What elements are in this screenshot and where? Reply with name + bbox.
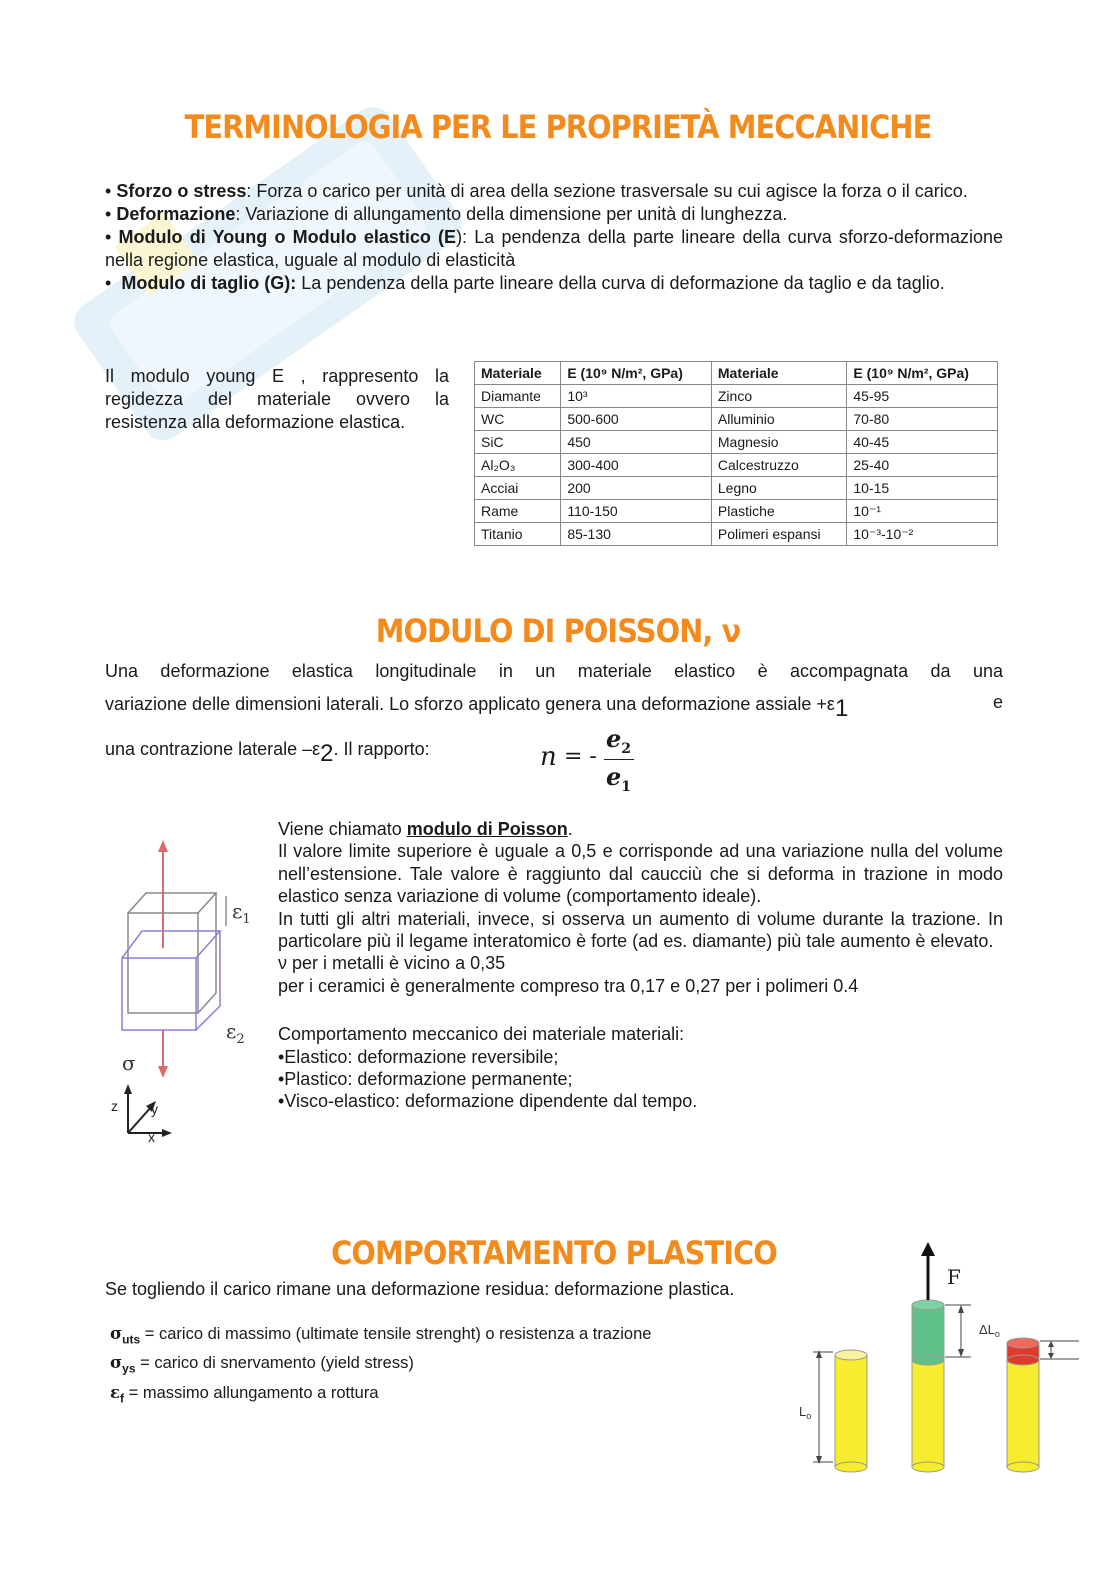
table-cell: 85-130 (561, 523, 712, 546)
poisson-line: Una deformazione elastica longitudinale in un materiale elastico è accompagnata da una (105, 661, 1003, 681)
axes-icon (128, 1090, 166, 1133)
table-cell: Rame (475, 500, 561, 523)
eps2-label: $\varepsilon_2$ (226, 1019, 245, 1047)
behaviour-title: Comportamento meccanico dei materiale materiali: (278, 1024, 685, 1045)
definition-stress: • Sforzo o stress: Forza o carico per unità di area della sezione trasversale su cui agisce la forza o il carico. (105, 181, 968, 201)
definition-taglio: • Modulo di taglio (G): La pendenza della parte lineare della curva di deformazione da taglio e da taglio. (105, 273, 945, 293)
cylinder-unloaded (1007, 1338, 1039, 1472)
plastico-intro: Se togliendo il carico rimane una deformazione residua: deformazione plastica. (105, 1279, 735, 1299)
cylinder-loaded (912, 1300, 944, 1472)
table-cell: SiC (475, 431, 561, 454)
definitions-list (105, 180, 1003, 295)
poisson-metals: ν per i metalli è vicino a 0,35 (278, 953, 506, 974)
poisson-paragraph: Il valore limite superiore è uguale a 0,5 e corrisponde ad una variazione nulla del volume nell’estensione. Tale valore è raggiunto dal caucciù che si deforma in trazione in modo elastico senza variazione di volume (comportamento ideale). (278, 841, 1003, 907)
def-uts: $\sigma_{uts}$ = carico di massimo (ultimate tensile strenght) o resistenza a trazione (110, 1324, 652, 1347)
deformed-cube (122, 931, 220, 1030)
force-label: F (947, 1265, 961, 1289)
col-header: E (10⁹ N/m², GPa) (847, 362, 998, 385)
col-header: E (10⁹ N/m², GPa) (561, 362, 712, 385)
l0-label: $L_o$ (799, 1404, 812, 1421)
definition-deformazione: • Deformazione: Variazione di allungamento della dimensione per unità di lunghezza. (105, 204, 788, 224)
table-cell: 40-45 (847, 431, 998, 454)
table-cell: Plastiche (711, 500, 847, 523)
axis-y-label: y (151, 1101, 158, 1117)
poisson-explanation (278, 818, 1003, 1113)
table-cell: 45-95 (847, 385, 998, 408)
plastic-deformation-diagram (795, 1240, 1085, 1475)
table-cell: 10⁻³-10⁻² (847, 523, 998, 546)
definition-young: • Modulo di Young o Modulo elastico (E): La pendenza della parte lineare della curva sforzo-deformazione nella regione elastica, uguale al modulo di elasticità (105, 227, 1003, 270)
young-modulus-table (474, 361, 998, 546)
def-f: $\varepsilon_f$ = massimo allungamento a rottura (110, 1382, 379, 1405)
table-cell: Diamante (475, 385, 561, 408)
plastico-definitions (110, 1322, 750, 1410)
table-cell: Zinco (711, 385, 847, 408)
arrow-head-up (158, 840, 168, 852)
table-cell: WC (475, 408, 561, 431)
table-row (475, 385, 998, 408)
def-ys: $\sigma_{ys}$ = carico di snervamento (yield stress) (110, 1353, 414, 1376)
table-cell: 25-40 (847, 454, 998, 477)
poisson-line: una contrazione laterale –ε2. Il rapporto: (105, 739, 430, 767)
table-cell: 450 (561, 431, 712, 454)
table-row (475, 431, 998, 454)
table-row (475, 408, 998, 431)
table-row (475, 454, 998, 477)
table-cell: 70-80 (847, 408, 998, 431)
force-arrow-head (921, 1242, 935, 1256)
table-cell: Polimeri espansi (711, 523, 847, 546)
table-cell: Legno (711, 477, 847, 500)
page-title: TERMINOLOGIA PER LE PROPRIETÀ MECCANICHE (184, 108, 932, 146)
poisson-paragraph: In tutti gli altri materiali, invece, si osserva un aumento di volume durante la trazione. In particolare più il legame interatomico è forte (ad es. diamante) più tale aumento è elevato. (278, 908, 1003, 952)
eps1-label: $\varepsilon_1$ (232, 899, 251, 927)
table-cell: 300-400 (561, 454, 712, 477)
table-row (475, 500, 998, 523)
arrow-head-down (158, 1066, 168, 1078)
sigma-label: σ (122, 1051, 136, 1075)
table-cell: 10⁻¹ (847, 500, 998, 523)
table-cell: 110-150 (561, 500, 712, 523)
poisson-called: Viene chiamato modulo di Poisson. (278, 819, 573, 839)
table-cell: Al₂O₃ (475, 454, 561, 477)
original-cube (128, 893, 216, 1013)
table-cell: Alluminio (711, 408, 847, 431)
table-row (475, 523, 998, 546)
col-header: Materiale (475, 362, 561, 385)
table-cell: 500-600 (561, 408, 712, 431)
young-note: Il modulo young E , rappresento la regidezza del materiale ovvero la resistenza alla deformazione elastica. (105, 366, 449, 432)
behaviour-item: •Elastico: deformazione reversibile; (278, 1046, 559, 1067)
table-cell: 10-15 (847, 477, 998, 500)
cylinder-original (835, 1350, 867, 1472)
poisson-title: MODULO DI POISSON, ν (375, 612, 741, 650)
table-row (475, 477, 998, 500)
delta-l0-label: $\Delta L_o$ (979, 1322, 1000, 1339)
table-cell: Calcestruzzo (711, 454, 847, 477)
axis-x-label: x (148, 1129, 155, 1145)
poisson-line: variazione delle dimensioni laterali. Lo sforzo applicato genera una deformazione assiale +ε1 e (105, 692, 1003, 722)
poisson-formula: n = - $e_2$ $e_1$ (540, 728, 650, 798)
table-cell: Acciai (475, 477, 561, 500)
behaviour-item: •Plastico: deformazione permanente; (278, 1069, 573, 1090)
table-header-row (475, 362, 998, 385)
col-header: Materiale (711, 362, 847, 385)
table-cell: 10³ (561, 385, 712, 408)
behaviour-item: •Visco-elastico: deformazione dipendente dal tempo. (278, 1091, 698, 1112)
poisson-ceramics: per i ceramici è generalmente compreso tra 0,17 e 0,27 per i polimeri 0.4 (278, 975, 859, 996)
table-cell: Magnesio (711, 431, 847, 454)
axis-z-label: z (111, 1098, 118, 1114)
poisson-cube-diagram (108, 838, 268, 1148)
table-cell: 200 (561, 477, 712, 500)
table-cell: Titanio (475, 523, 561, 546)
plastico-title: COMPORTAMENTO PLASTICO (331, 1234, 777, 1272)
